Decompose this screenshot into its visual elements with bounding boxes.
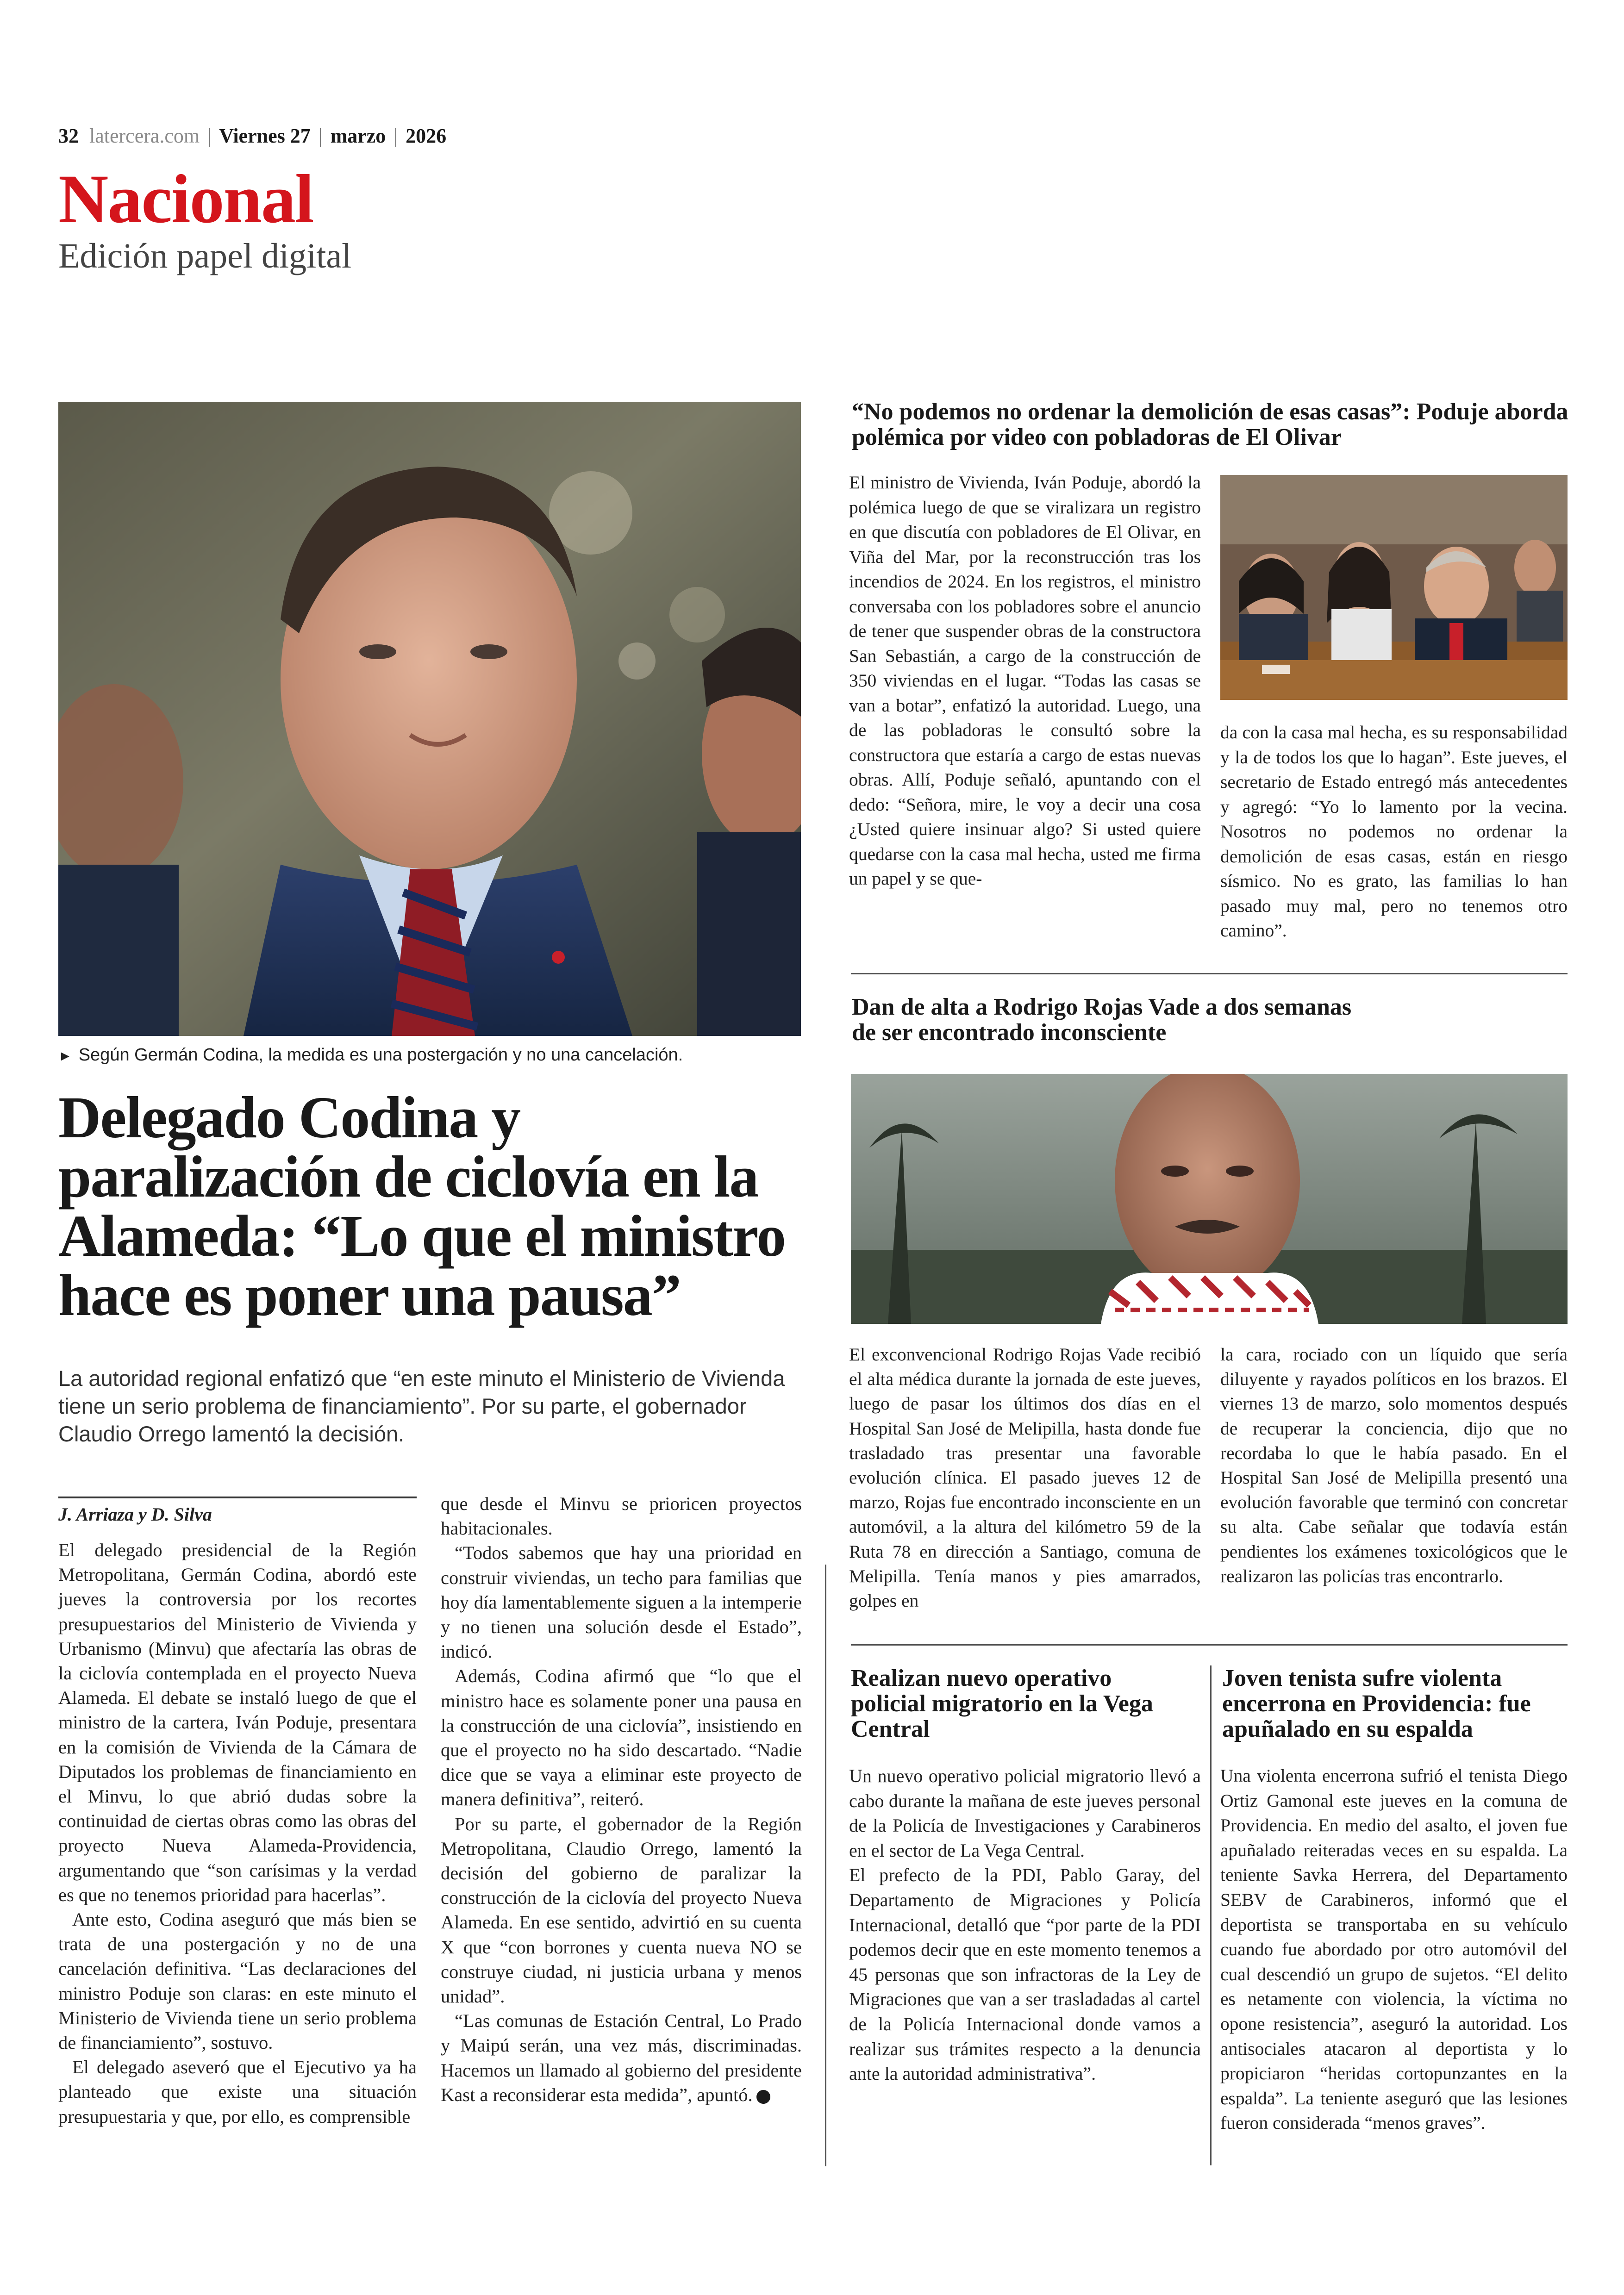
- rojas-headline: Dan de alta a Rodrigo Rojas Vade a dos semanas de ser encontrado inconsciente: [852, 994, 1352, 1046]
- main-lead: La autoridad regional enfatizó que “en este minuto el Ministerio de Vivienda tiene un serio problema de financiamiento”. Por su parte, el gobernador Claudio Orrego lamentó la decisión.: [58, 1366, 785, 1447]
- paragraph: [441, 2008, 802, 2107]
- byline-rule: [58, 1497, 417, 1498]
- paragraph: El ministro de Vivienda, Iván Poduje, abordó la polémica luego de que se viralizara un registro en que discutía con pobladores de El Olivar, en Viña del Mar, por la reconstrucción tras los incendios de 2024. En los registros, el ministro conversaba con los pobladores sobre el anuncio de tener que suspender obras de la constructora San Sebastián, a cargo de la construcción de 350 viviendas en el lugar. “Todas las casas se van a botar”, enfatizó la autoridad. Luego, una de las pobladoras le consultó sobre la constructora que estaría a cargo de estas nuevas obras. Allí, Poduje señaló, apuntando con el dedo: “Señora, mire, le voy a decir una cosa ¿Usted quiere insinuar algo? Si usted quiere quedarse con la casa mal hecha, usted me firma un papel y se que-: [849, 472, 1201, 889]
- paragraph: El exconvencional Rodrigo Rojas Vade recibió el alta médica durante la jornada de este jueves, luego de pasar los últimos dos días en el Hospital San José de Melipilla, hasta donde fue trasladado tras presentar una favorable evolución clínica. El pasado jueves 12 de marzo, Rojas fue encontrado inconsciente en un automóvil, a la altura del kilómetro 59 de la Ruta 78 en dirección a Santiago, comuna de Melipilla. Tenía manos y pies amarrados, golpes en: [849, 1344, 1201, 1611]
- page-number: 32: [58, 125, 79, 147]
- end-of-story-icon: [756, 2090, 770, 2104]
- paragraph: Por su parte, el gobernador de la Región Metropolitana, Claudio Orrego, lamentó la decisión del gobierno de paralizar la construcción de la ciclovía del proyecto Nueva Alameda. En ese sentido, advirtió en su cuenta X que “con borrones y cuenta nueva NO se construye ciudad, ni justicia urbana y menos unidad”.: [441, 1813, 802, 2007]
- column-divider: [1210, 1665, 1212, 2165]
- main-body-col-1: [58, 1538, 417, 2129]
- main-body-col-2: [441, 1491, 802, 2107]
- paragraph: El delegado aseveró que el Ejecutivo ya ha planteado que existe una situación presupuestaria y que, por ello, es comprensible: [58, 2057, 417, 2127]
- operativo-headline: Realizan nuevo operativo policial migratorio en la Vega Central: [851, 1665, 1153, 1743]
- poduje-photo: [1220, 475, 1568, 700]
- paragraph: Ante esto, Codina aseguró que más bien se trata de una postergación y no de una cancelación definitiva. “Las declaraciones del ministro Poduje son claras: en este minuto el Ministerio de Vivienda tiene un serio problema de financiamiento”, sostuvo.: [58, 1909, 417, 2053]
- section-divider: [851, 1644, 1568, 1646]
- site-name[interactable]: latercera.com: [89, 125, 200, 147]
- paragraph: da con la casa mal hecha, es su responsabilidad y la de todos los que lo hagan”. Este jueves, el secretario de Estado entregó más antecedentes y agregó: “Yo lo lamento por la vecina. Nosotros no podemos no ordenar la demolición de esas casas, están en riesgo sísmico. No es grato, las familias lo han pasado muy mal, pero no tenemos otro camino”.: [1220, 722, 1568, 941]
- main-headline: Delegado Codina y paralización de ciclovía en la Alameda: “Lo que el ministro hace es poner una pausa”: [58, 1085, 786, 1328]
- date-month: marzo: [330, 125, 386, 147]
- date-day: Viernes 27: [219, 125, 311, 147]
- caption-text: Según Germán Codina, la medida es una postergación y no una cancelación.: [78, 1045, 683, 1065]
- tenista-headline: Joven tenista sufre violenta encerrona en Providencia: fue apuñalado en su espalda: [1222, 1665, 1531, 1743]
- poduje-body-col-2: [1220, 720, 1568, 943]
- page-folio: 32 latercera.com | Viernes 27 | marzo | 2026: [58, 125, 447, 147]
- operativo-body: [849, 1764, 1201, 2086]
- paragraph: Un nuevo operativo policial migratorio llevó a cabo durante la mañana de este jueves personal de la Policía de Investigaciones y Carabineros en el sector de La Vega Central.: [849, 1765, 1201, 1861]
- main-story-photo: [58, 402, 801, 1036]
- paragraph: El delegado presidencial de la Región Metropolitana, Germán Codina, abordó este jueves la controversia por los recortes presupuestarios del Ministerio de Vivienda y Urbanismo (Minvu) que afectaría las obras de la ciclovía contemplada en el proyecto Nueva Alameda. El debate se instaló luego de que el ministro de la cartera, Iván Poduje, presentara en la comisión de Vivienda de la Cámara de Diputados los problemas de financiamiento en el Minvu, lo que abrió dudas sobre la continuidad de ciertas obras como las obras del proyecto Nueva Alameda-Providencia, argumentando que “son carísimas y la verdad es que no tenemos prioridad para hacerlas”.: [58, 1540, 417, 1905]
- paragraph: Además, Codina afirmó que “lo que el ministro hace es solamente poner una pausa en la construcción de una ciclovía”, insistiendo en que el proyecto no ha sido descartado. “Nadie dice que se vaya a eliminar este proyecto de manera definitiva”, reiteró.: [441, 1665, 802, 1810]
- paragraph: que desde el Minvu se prioricen proyectos habitacionales.: [441, 1493, 802, 1539]
- caption-marker-icon: ►: [58, 1048, 72, 1064]
- rojas-body-col-2: [1220, 1342, 1568, 1589]
- tenista-body: [1220, 1764, 1568, 2136]
- paragraph: El prefecto de la PDI, Pablo Garay, del Departamento de Migraciones y Policía Internacional, detalló que “por parte de la PDI podemos decir que en este momento tenemos a 45 personas que son infractoras de la Ley de Migraciones que van a ser trasladadas al cartel de la Policía Internacional donde vamos a realizar sus trámites respecto a la denuncia ante la autoridad administrativa”.: [849, 1865, 1201, 2084]
- section-title: Nacional: [58, 161, 313, 237]
- rojas-body-col-1: [849, 1342, 1201, 1613]
- poduje-body-col-1: [849, 470, 1201, 892]
- paragraph: “Todos sabemos que hay una prioridad en construir viviendas, un techo para familias que hoy día lamentablemente siguen a la intemperie y no tienen una solución desde el Estado”, indicó.: [441, 1542, 802, 1662]
- column-divider: [825, 1565, 826, 2166]
- date-year: 2026: [406, 125, 447, 147]
- main-photo-caption: [58, 1045, 804, 1065]
- section-divider: [851, 973, 1568, 974]
- byline: J. Arriaza y D. Silva: [58, 1504, 212, 1525]
- poduje-headline: “No podemos no ordenar la demolición de esas casas”: Poduje aborda polémica por video con pobladoras de El Olivar: [852, 399, 1568, 451]
- paragraph: Una violenta encerrona sufrió el tenista Diego Ortiz Gamonal este jueves en la comuna de Providencia. En medio del asalto, el joven fue apuñalado reiteradas veces en su espalda. La teniente Savka Herrera, del Departamento SEBV de Carabineros, informó que el deportista se transportaba en su vehículo cuando fue abordado por otro automóvil del cual descendió un grupo de sujetos. “El delito es netamente con violencia, la víctima no opone resistencia”, aseguró la autoridad. Los antisociales atacaron al deportista y lo propiciaron “heridas cortopunzantes en la espalda”. La teniente aseguró que las lesiones fueron considerada “menos graves”.: [1220, 1765, 1568, 2133]
- rojas-photo: [851, 1074, 1568, 1324]
- paragraph-text: “Las comunas de Estación Central, Lo Prado y Maipú serán, una vez más, discriminadas. Hacemos un llamado al gobierno del presidente Kast a reconsiderar esta medida”, apuntó.: [441, 2010, 802, 2105]
- edition-label: Edición papel digital: [58, 237, 352, 275]
- paragraph: la cara, rociado con un líquido que sería diluyente y rayados políticos en los brazos. El viernes 13 de marzo, solo momentos después de recuperar la conciencia, dijo que no recordaba lo que le había pasado. En el Hospital San José de Melipilla presentó una evolución favorable que terminó con concretar su alta. Cabe señalar que todavía están pendientes los exámenes toxicológicos que le realizaron las policías tras encontrarlo.: [1220, 1344, 1568, 1586]
